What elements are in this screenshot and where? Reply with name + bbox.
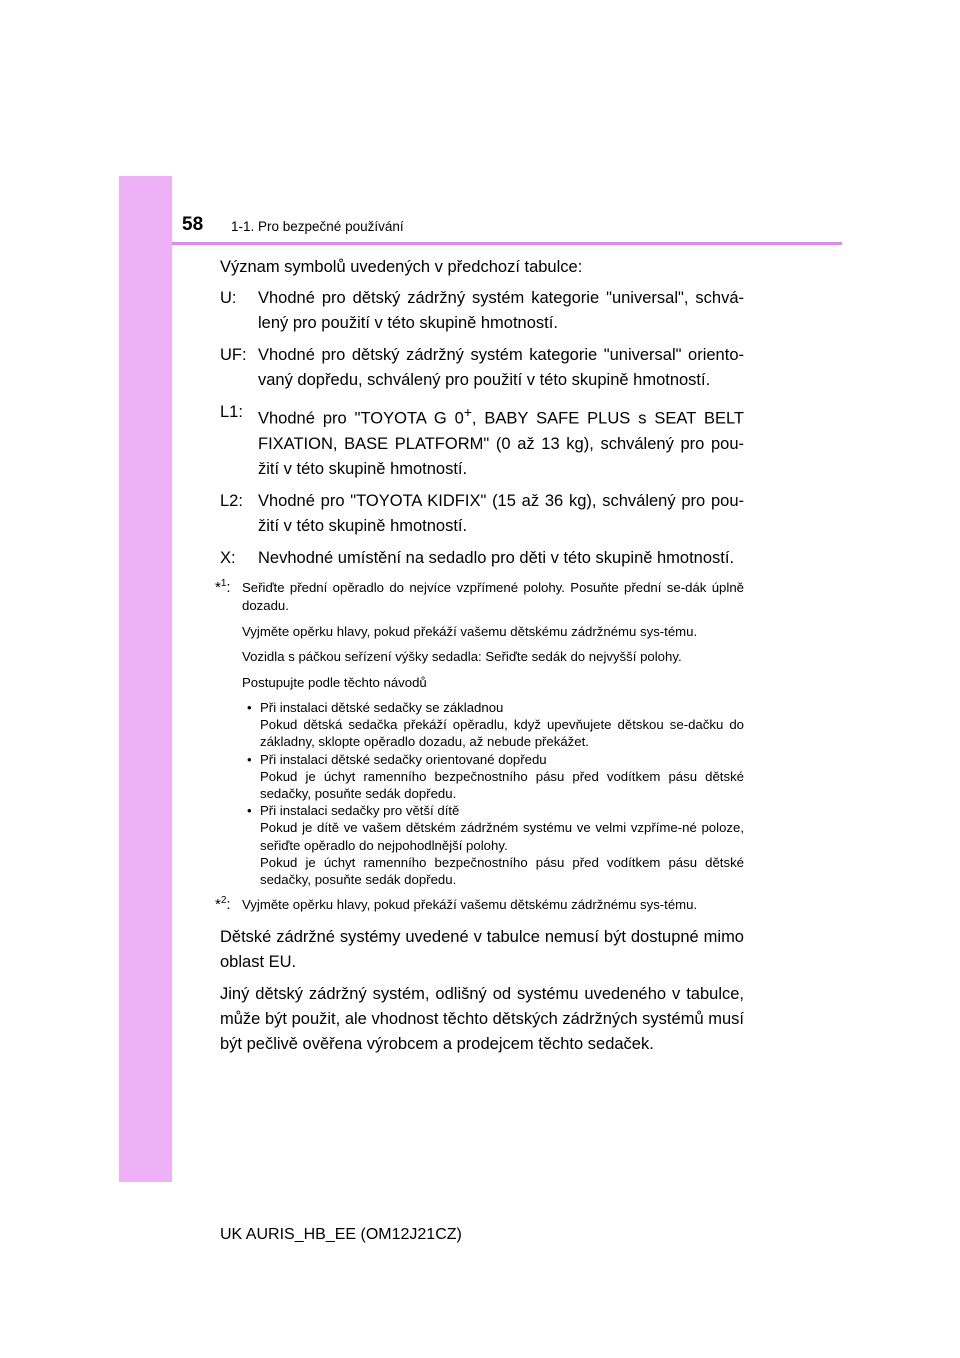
footnote-paragraph: Vozidla s páčkou seřízení výšky sedadla: Seřiďte sedák do nejvyšší polohy. bbox=[242, 649, 682, 664]
definition-key: L2: bbox=[220, 491, 243, 510]
bullet-icon: • bbox=[247, 751, 252, 767]
section-title: 1-1. Pro bezpečné používání bbox=[231, 219, 404, 234]
header-rule bbox=[172, 242, 842, 245]
definition-l1 bbox=[220, 400, 744, 482]
definition-uf bbox=[220, 343, 744, 393]
bullet-icon: • bbox=[247, 803, 252, 819]
document-code: UK AURIS_HB_EE (OM12J21CZ) bbox=[220, 1226, 462, 1243]
superscript-plus: + bbox=[463, 405, 472, 420]
footnote-marker bbox=[215, 575, 231, 598]
definition-text-part: , BABY SAFE PLUS s SEAT BELT FIXATION, BASE PLATFORM" (0 až 13 kg), schválený pro pou-žití v této skupině hmotností. bbox=[258, 409, 744, 478]
footnote-marker bbox=[215, 892, 231, 915]
definition-l2 bbox=[220, 489, 744, 539]
definition-x bbox=[220, 546, 744, 571]
list-item bbox=[242, 751, 744, 803]
footnote-paragraph: Vyjměte opěrku hlavy, pokud překáží vašemu dětskému zádržnému sys-tému. bbox=[242, 623, 698, 639]
definition-key: U: bbox=[220, 289, 237, 307]
definition-text: Vhodné pro "TOYOTA KIDFIX" (15 až 36 kg), schválený pro pou-žití v této skupině hmotností. bbox=[258, 491, 744, 535]
definition-text: Vhodné pro dětský zádržný systém kategorie "universal" oriento-vaný dopředu, schválený pro použití v této skupině hmotností. bbox=[258, 346, 744, 389]
definition-key: UF: bbox=[220, 346, 247, 364]
definition-text-part: Vhodné pro "TOYOTA G 0 bbox=[258, 409, 464, 428]
list-item-title: Při instalaci dětské sedačky se základnou bbox=[260, 700, 504, 715]
footnote-colon: : bbox=[226, 896, 231, 914]
definition-key: L1: bbox=[220, 403, 243, 421]
definition-text: Vhodné pro dětský zádržný systém kategorie "universal", schvá-lený pro použití v této skupině hmotností. bbox=[258, 289, 744, 332]
intro-text: Význam symbolů uvedených v předchozí tabulce: bbox=[220, 258, 583, 276]
footnote-paragraph: Postupujte podle těchto návodů bbox=[242, 674, 427, 690]
list-item-text: Pokud dětská sedačka překáží opěradlu, když upevňujete dětskou se-dačku do základny, sklopte opěradlo dozadu, až nebude překážet. bbox=[260, 717, 744, 750]
footnote-2 bbox=[215, 895, 744, 915]
list-item-text: Pokud je úchyt ramenního bezpečnostního pásu před vodítkem pásu dětské sedačky, posuňte sedák dopředu. bbox=[260, 854, 744, 888]
definition-text bbox=[258, 400, 744, 482]
instruction-list bbox=[242, 699, 744, 888]
closing-paragraph: Dětské zádržné systémy uvedené v tabulce nemusí být dostupné mimo oblast EU. bbox=[220, 927, 744, 971]
asterisk: * bbox=[215, 896, 221, 914]
list-item-text: Pokud je úchyt ramenního bezpečnostního pásu před vodítkem pásu dětské sedačky, posuňte sedák dopředu. bbox=[260, 768, 744, 802]
closing-section bbox=[220, 925, 744, 1057]
footnote-paragraph: Seřiďte přední opěradlo do nejvíce vzpřímené polohy. Posuňte přední se-dák úplně dozadu. bbox=[242, 579, 744, 613]
asterisk: * bbox=[215, 578, 221, 596]
footnote-number: 1 bbox=[220, 577, 227, 589]
list-item-title: Při instalaci sedačky pro větší dítě bbox=[260, 803, 460, 819]
page-number: 58 bbox=[182, 214, 204, 235]
footnote-paragraph: Vyjměte opěrku hlavy, pokud překáží vašemu dětskému zádržnému sys-tému. bbox=[242, 897, 698, 913]
page-content bbox=[215, 255, 744, 1064]
list-item bbox=[242, 802, 744, 888]
footnote-number: 2 bbox=[220, 895, 227, 907]
list-item-text: Pokud je dítě ve vašem dětském zádržném systému ve velmi vzpříme-né poloze, seřiďte opěradlo do nejpohodlnější polohy. bbox=[260, 820, 744, 853]
definition-u bbox=[220, 286, 744, 336]
definition-text: Nevhodné umístění na sedadlo pro děti v této skupině hmotností. bbox=[258, 548, 735, 567]
list-item-title: Při instalaci dětské sedačky orientované dopředu bbox=[260, 751, 547, 767]
closing-paragraph: Jiný dětský zádržný systém, odlišný od systému uvedeného v tabulce, může být použit, ale vhodnost těchto dětských zádržných systémů musí být pečlivě ověřena výrobcem a prodejcem těchto sedaček. bbox=[220, 984, 744, 1053]
side-color-band bbox=[119, 176, 172, 1182]
footnote-1 bbox=[215, 577, 744, 889]
footnote-colon: : bbox=[226, 578, 231, 596]
list-item bbox=[242, 699, 744, 751]
definition-key: X: bbox=[220, 548, 236, 567]
bullet-icon: • bbox=[247, 700, 252, 715]
